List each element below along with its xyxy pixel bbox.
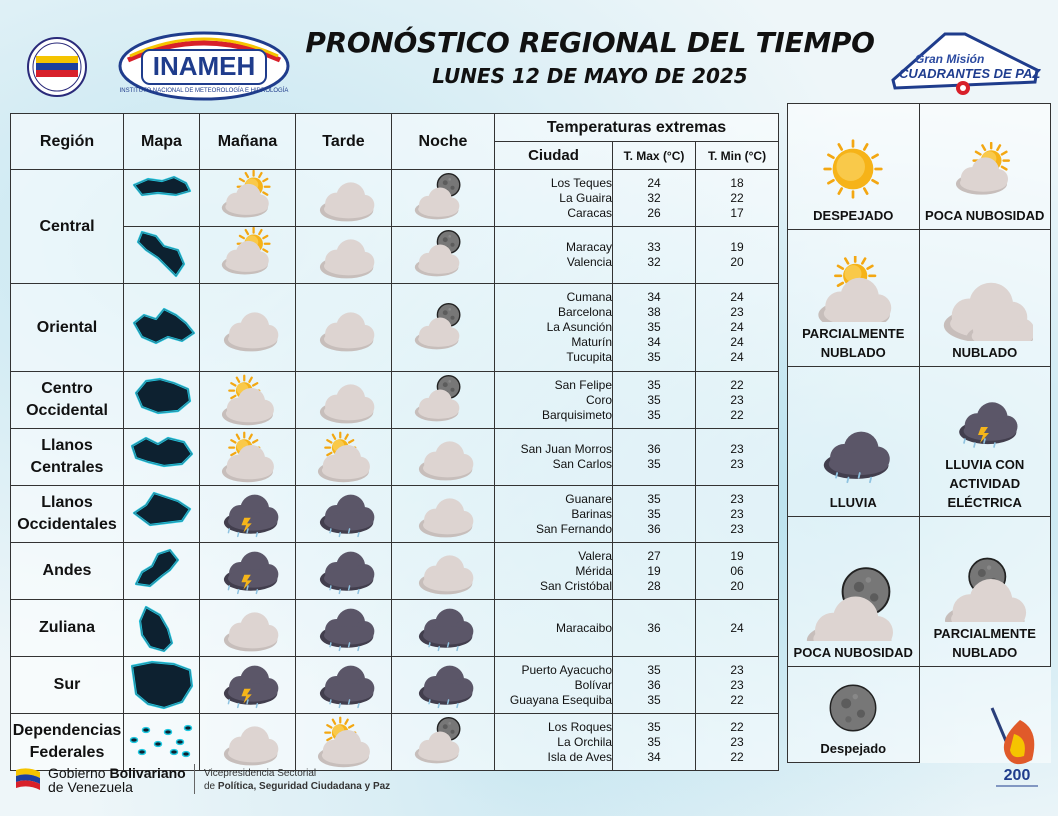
tmax-value: 36 <box>647 521 661 536</box>
cloud-icon <box>407 543 479 599</box>
region-map-cell <box>124 600 200 657</box>
tmin-value: 23 <box>730 677 744 692</box>
region-name: Llanos Occidentales <box>11 486 124 543</box>
forecast-table <box>10 113 779 771</box>
tmax-value: 34 <box>647 749 661 764</box>
legend-label: LLUVIA CON ACTIVIDAD ELÉCTRICA <box>945 457 1025 510</box>
cities-cell <box>495 170 613 227</box>
tmax-value: 33 <box>647 240 661 254</box>
city-name: Maracaibo <box>555 620 612 635</box>
footer <box>14 762 394 798</box>
forecast-manana <box>200 170 296 227</box>
logo200-number: 200 <box>1003 767 1031 784</box>
city-name: Valencia <box>566 255 612 269</box>
legend-label: Despejado <box>820 741 887 756</box>
forecast-noche <box>392 284 495 372</box>
rain-icon <box>407 657 479 713</box>
region-map-cell <box>124 657 200 714</box>
tmin-value: 22 <box>730 377 744 392</box>
tmax-value: 32 <box>647 190 661 205</box>
tmin-value: 23 <box>730 442 744 456</box>
rain-icon <box>308 600 380 656</box>
forecast-tarde <box>296 284 392 372</box>
legend-icon <box>922 271 1049 341</box>
table-row <box>11 543 779 600</box>
tmin-value: 22 <box>730 719 744 734</box>
table-row <box>11 657 779 714</box>
tmax-value: 28 <box>647 578 661 593</box>
forecast-tarde <box>296 429 392 486</box>
legend-label: DESPEJADO <box>813 208 894 223</box>
sun-cloud-low-icon <box>212 372 284 428</box>
forecast-noche <box>392 170 495 227</box>
cities-cell <box>495 284 613 372</box>
forecast-noche <box>392 600 495 657</box>
tmin-value: 18 <box>730 175 744 190</box>
city-name: La Orchila <box>557 734 612 749</box>
footer-divider <box>194 764 195 794</box>
forecast-noche <box>392 657 495 714</box>
legend-icon <box>922 142 1049 204</box>
moon-cloud-big-icon <box>937 554 1033 622</box>
legend-item-poca-nubosidad <box>919 104 1051 230</box>
tmin-value: 23 <box>730 662 744 677</box>
tmin-cell <box>696 486 779 543</box>
legend-icon <box>922 554 1049 622</box>
region-name: Oriental <box>11 284 124 372</box>
city-name: San Felipe <box>554 377 612 392</box>
city-name: Barinas <box>571 506 612 521</box>
tmin-value: 17 <box>730 205 744 220</box>
tmax-value: 24 <box>647 175 661 190</box>
tmin-value: 24 <box>730 620 744 635</box>
tmin-value: 23 <box>730 506 744 521</box>
cloud-icon <box>212 300 284 356</box>
region-map-icon <box>128 373 196 427</box>
tmax-value: 32 <box>647 255 661 269</box>
sun-cloud-icon <box>212 227 284 283</box>
cloud-icon <box>308 300 380 356</box>
region-map-cell <box>124 429 200 486</box>
legend-item-noche-poca-nubosidad <box>788 517 920 667</box>
tmax-value: 35 <box>647 320 661 334</box>
tmax-value: 36 <box>647 442 661 456</box>
legend-table <box>787 103 1051 763</box>
legend-item-parcialmente-nublado <box>788 230 920 367</box>
header-mapa: Mapa <box>124 114 200 170</box>
forecast-manana <box>200 486 296 543</box>
header-temperaturas: Temperaturas extremas <box>495 114 779 142</box>
region-name: Dependencias Federales <box>11 714 124 771</box>
moon-cloud-icon <box>407 170 479 226</box>
logo-line-1: Gran Misión <box>915 52 985 66</box>
tmin-value: 22 <box>730 692 744 707</box>
tmin-value: 20 <box>730 578 744 593</box>
tmax-value: 19 <box>647 563 661 578</box>
inameh-wordmark: INAMEH <box>152 51 256 81</box>
tmax-cell <box>613 657 696 714</box>
cloud-icon <box>308 170 380 226</box>
region-name: Zuliana <box>11 600 124 657</box>
tmin-cell <box>696 714 779 771</box>
legend-icon <box>922 393 1049 453</box>
forecast-tarde <box>296 657 392 714</box>
tmin-value: 24 <box>730 350 744 364</box>
sun-cloud-icon <box>212 170 284 226</box>
tmax-value: 35 <box>647 692 661 707</box>
page-title: PRONÓSTICO REGIONAL DEL TIEMPO <box>305 26 875 59</box>
cities-cell <box>495 600 613 657</box>
sun-icon <box>810 134 896 204</box>
city-name: Cumana <box>566 290 612 304</box>
inameh-caption: INSTITUTO NACIONAL DE METEOROLOGÍA E HIDROLOGÍA <box>119 88 289 94</box>
vicepresidencia-text: Vicepresidencia Sectorial de Política, Seguridad Ciudadana y Paz <box>204 768 391 792</box>
tmin-cell <box>696 227 779 284</box>
legend-item-noche-despejado <box>788 667 920 763</box>
city-name: Caracas <box>567 205 612 220</box>
cloud-icon <box>308 372 380 428</box>
legend-icon <box>790 256 917 322</box>
tmax-value: 35 <box>647 662 661 677</box>
cities-cell <box>495 227 613 284</box>
city-name: Tucupita <box>566 350 612 364</box>
table-row <box>11 429 779 486</box>
forecast-manana <box>200 372 296 429</box>
tmin-cell <box>696 657 779 714</box>
tmin-value: 06 <box>730 563 744 578</box>
city-name: Maracay <box>565 240 612 254</box>
cities-cell <box>495 486 613 543</box>
tmin-value: 24 <box>730 290 744 304</box>
forecast-manana <box>200 543 296 600</box>
tmax-cell <box>613 227 696 284</box>
header-tmax: T. Max (°C) <box>613 142 696 170</box>
legend-icon <box>790 563 917 641</box>
forecast-tarde <box>296 600 392 657</box>
table-row <box>11 284 779 372</box>
tmin-value: 23 <box>730 392 744 407</box>
tmax-value: 34 <box>647 335 661 349</box>
region-map-icon <box>128 301 196 355</box>
city-name: Coro <box>585 392 612 407</box>
legend-icon <box>790 679 917 737</box>
table-row <box>11 486 779 543</box>
region-name: Centro Occidental <box>11 372 124 429</box>
tmin-value: 23 <box>730 521 744 536</box>
tmax-cell <box>613 600 696 657</box>
legend-label: NUBLADO <box>952 345 1018 360</box>
city-name: San Cristóbal <box>539 578 612 593</box>
city-name: Barcelona <box>557 305 612 319</box>
legend-item-lluvia <box>788 367 920 517</box>
legend-label: PARCIALMENTE NUBLADO <box>802 326 905 360</box>
forecast-manana <box>200 227 296 284</box>
cities-cell <box>495 372 613 429</box>
region-map-cell <box>124 170 200 227</box>
rain-icon <box>810 419 896 491</box>
tmax-value: 35 <box>647 719 661 734</box>
forecast-noche <box>392 486 495 543</box>
forecast-tarde <box>296 170 392 227</box>
storm-icon <box>942 393 1028 453</box>
tmin-value: 19 <box>730 240 744 254</box>
tmin-value: 23 <box>730 491 744 506</box>
region-map-icon <box>128 228 196 282</box>
table-row <box>11 372 779 429</box>
cloud-icon <box>407 429 479 485</box>
city-name: San Fernando <box>535 521 612 536</box>
forecast-noche <box>392 429 495 486</box>
table-row <box>11 227 779 284</box>
tmax-value: 35 <box>647 407 661 422</box>
sun-cloud-low-icon <box>212 429 284 485</box>
storm-icon <box>212 543 284 599</box>
tmin-value: 23 <box>730 305 744 319</box>
region-map-icon <box>128 658 196 712</box>
forecast-manana <box>200 284 296 372</box>
city-name: Los Teques <box>550 175 612 190</box>
cities-cell <box>495 543 613 600</box>
region-map-icon <box>128 601 196 655</box>
tmax-value: 35 <box>647 392 661 407</box>
cities-cell <box>495 429 613 486</box>
tmax-value: 35 <box>647 491 661 506</box>
region-map-cell <box>124 284 200 372</box>
forecast-tarde <box>296 372 392 429</box>
tmin-value: 23 <box>730 734 744 749</box>
header-tarde: Tarde <box>296 114 392 170</box>
tmax-value: 38 <box>647 305 661 319</box>
city-name: Los Roques <box>547 719 612 734</box>
city-name: La Guaira <box>559 190 612 205</box>
page-date: LUNES 12 DE MAYO DE 2025 <box>432 64 748 88</box>
inameh-logo <box>118 30 290 102</box>
table-row <box>11 600 779 657</box>
cities-cell <box>495 714 613 771</box>
forecast-noche <box>392 372 495 429</box>
tmin-value: 22 <box>730 749 744 764</box>
city-name: San Juan Morros <box>520 442 612 456</box>
tmax-value: 34 <box>647 290 661 304</box>
city-name: Barquisimeto <box>541 407 612 422</box>
region-map-cell <box>124 372 200 429</box>
header-ciudad: Ciudad <box>495 142 613 170</box>
legend-icon <box>790 419 917 491</box>
forecast-tarde <box>296 543 392 600</box>
moon-cloud-icon <box>407 714 479 770</box>
region-name: Central <box>11 170 124 284</box>
city-name: La Asunción <box>546 320 612 334</box>
tmin-cell <box>696 600 779 657</box>
logo-line-2: CUADRANTES DE PAZ <box>899 66 1041 81</box>
tmin-value: 24 <box>730 320 744 334</box>
forecast-noche <box>392 714 495 771</box>
tmax-value: 36 <box>647 620 661 635</box>
rain-icon <box>308 486 380 542</box>
region-map-icon <box>128 487 196 541</box>
region-map-icon <box>128 722 196 762</box>
cloud-icon <box>308 227 380 283</box>
venezuela-flag-icon <box>14 764 42 792</box>
tmin-value: 24 <box>730 335 744 349</box>
storm-icon <box>212 486 284 542</box>
city-name: Isla de Aves <box>547 749 612 764</box>
forecast-tarde <box>296 227 392 284</box>
forecast-manana <box>200 429 296 486</box>
tmax-value: 35 <box>647 734 661 749</box>
legend-label: POCA NUBOSIDAD <box>793 645 913 660</box>
tmax-value: 35 <box>647 350 661 364</box>
tmax-value: 26 <box>647 205 661 220</box>
region-map-cell <box>124 486 200 543</box>
tmax-cell <box>613 714 696 771</box>
moon-cloud-icon <box>407 372 479 428</box>
forecast-noche <box>392 543 495 600</box>
region-name: Andes <box>11 543 124 600</box>
sun-cloud-icon <box>942 142 1028 204</box>
cloud-icon <box>407 486 479 542</box>
tmin-value: 23 <box>730 457 744 471</box>
city-name: Mérida <box>575 563 612 578</box>
legend-item-nublado <box>919 230 1051 367</box>
region-name: Llanos Centrales <box>11 429 124 486</box>
region-map-icon <box>128 430 196 484</box>
storm-icon <box>212 657 284 713</box>
moon-cloud-icon <box>407 300 479 356</box>
legend-item-lluvia-electrica <box>919 367 1051 517</box>
tmin-cell <box>696 429 779 486</box>
rain-icon <box>407 600 479 656</box>
city-name: Guayana Esequiba <box>509 692 612 707</box>
tmin-value: 22 <box>730 407 744 422</box>
header-tmin: T. Min (°C) <box>696 142 779 170</box>
moon-cloud-icon <box>407 227 479 283</box>
legend-label: LLUVIA <box>829 495 877 510</box>
region-map-icon <box>128 171 196 225</box>
city-name: Guanare <box>565 491 612 506</box>
cloud-big-icon <box>937 271 1033 341</box>
city-name: Valera <box>578 548 612 563</box>
tmin-cell <box>696 543 779 600</box>
sun-cloud-low-icon <box>308 429 380 485</box>
tmin-value: 19 <box>730 548 744 563</box>
tmin-cell <box>696 170 779 227</box>
region-map-cell <box>124 227 200 284</box>
forecast-tarde <box>296 486 392 543</box>
bicentenario-ayacucho-logo <box>984 700 1050 806</box>
cloud-icon <box>212 600 284 656</box>
cuadrantes-de-paz-logo <box>885 26 1045 102</box>
region-map-icon <box>128 544 196 598</box>
tmax-cell <box>613 372 696 429</box>
tmin-value: 22 <box>730 190 744 205</box>
rain-icon <box>308 657 380 713</box>
forecast-manana <box>200 600 296 657</box>
tmax-cell <box>613 486 696 543</box>
header-manana: Mañana <box>200 114 296 170</box>
legend-item-despejado <box>788 104 920 230</box>
header-noche: Noche <box>392 114 495 170</box>
gobierno-bolivariano-text: Gobierno Bolivariano de Venezuela <box>48 765 186 795</box>
region-name: Sur <box>11 657 124 714</box>
legend-label: PARCIALMENTE NUBLADO <box>933 626 1036 660</box>
tmax-cell <box>613 543 696 600</box>
sun-cloud-big-icon <box>805 256 901 322</box>
legend-icon <box>790 134 917 204</box>
city-name: Puerto Ayacucho <box>521 662 612 677</box>
moon-cloud-small-icon <box>803 563 903 641</box>
cities-cell <box>495 657 613 714</box>
tmax-cell <box>613 170 696 227</box>
rain-icon <box>308 543 380 599</box>
header-region: Región <box>11 114 124 170</box>
region-map-cell <box>124 543 200 600</box>
tmax-value: 35 <box>647 457 661 471</box>
city-name: Maturín <box>571 335 612 349</box>
tmax-value: 35 <box>647 377 661 392</box>
table-row <box>11 170 779 227</box>
tmin-value: 20 <box>730 255 744 269</box>
tmax-value: 27 <box>647 548 661 563</box>
tmin-cell <box>696 284 779 372</box>
legend-label: POCA NUBOSIDAD <box>925 208 1045 223</box>
tmax-cell <box>613 284 696 372</box>
tmax-value: 35 <box>647 506 661 521</box>
tmax-cell <box>613 429 696 486</box>
moon-icon <box>817 679 889 737</box>
forecast-noche <box>392 227 495 284</box>
ministry-seal-logo <box>22 36 92 98</box>
tmin-cell <box>696 372 779 429</box>
tmax-value: 36 <box>647 677 661 692</box>
city-name: Bolívar <box>574 677 612 692</box>
forecast-manana <box>200 657 296 714</box>
legend-item-noche-parcialmente-nublado <box>919 517 1051 667</box>
city-name: San Carlos <box>552 457 612 471</box>
